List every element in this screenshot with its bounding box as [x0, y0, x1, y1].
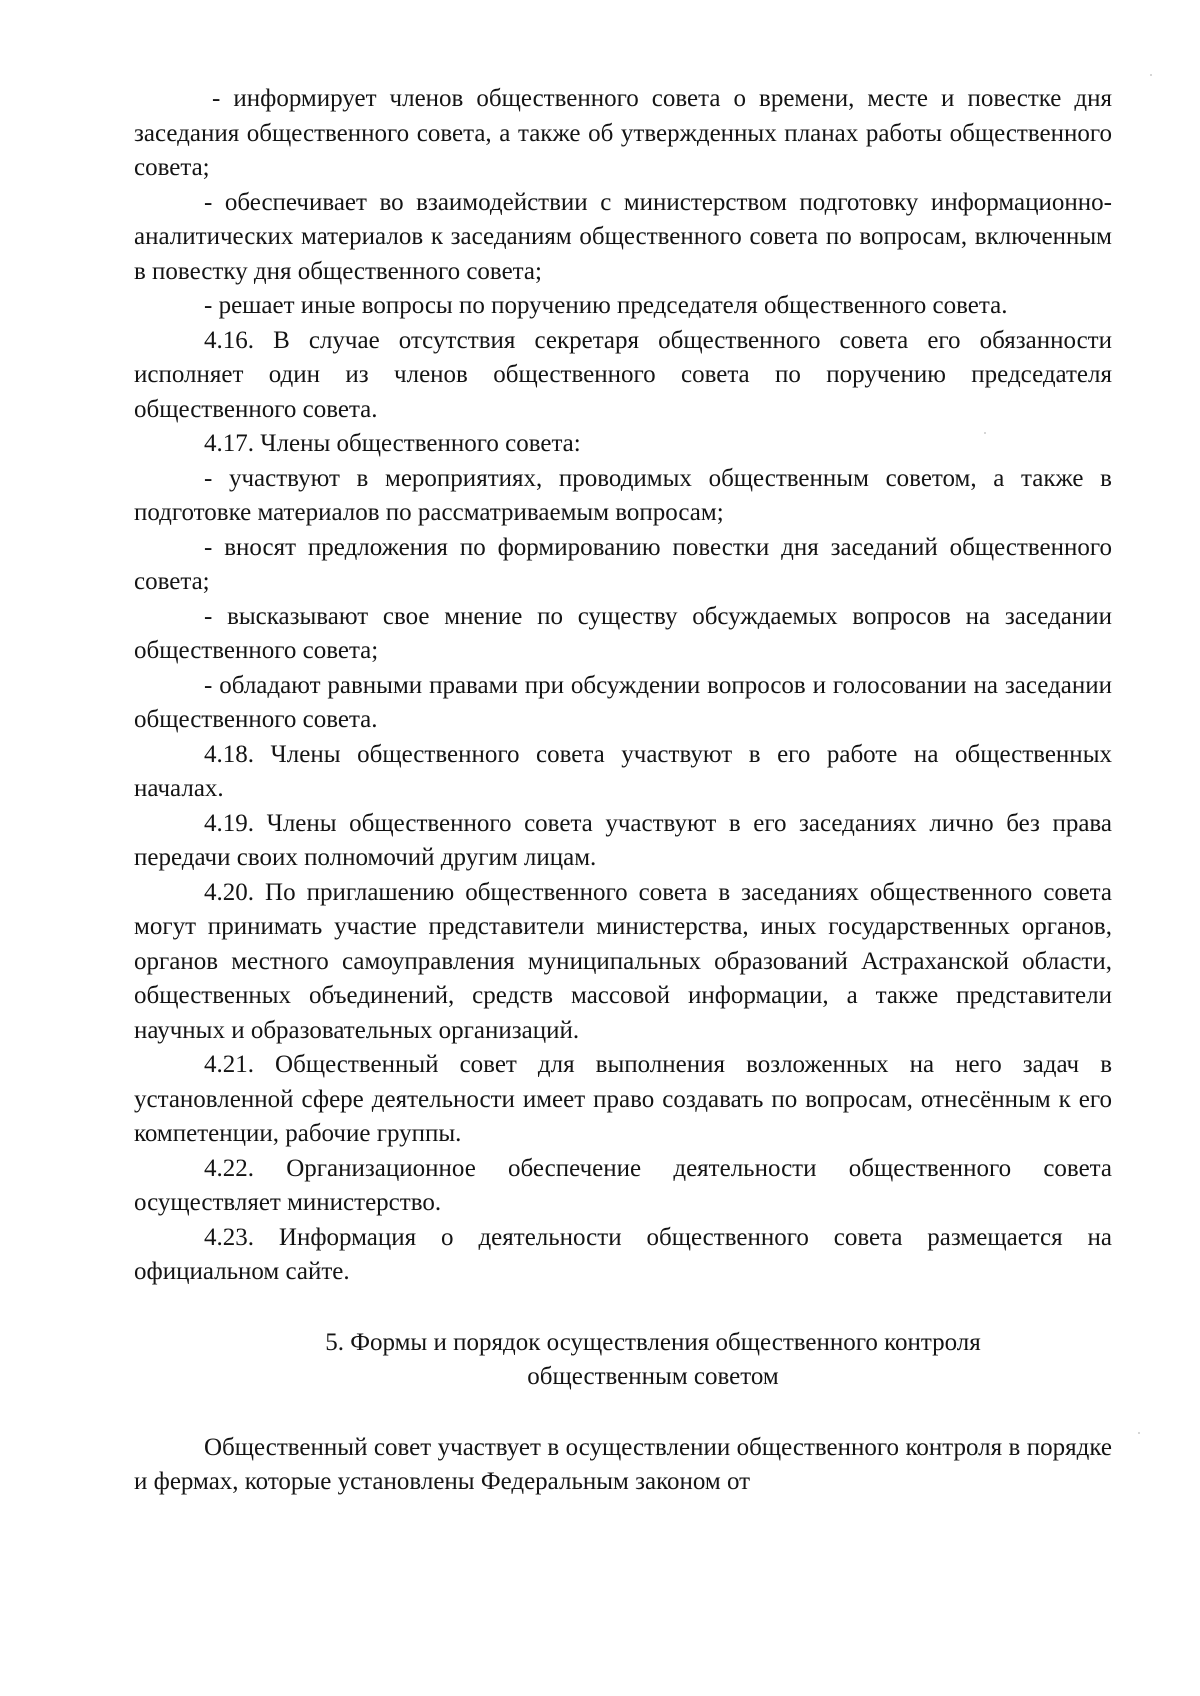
paragraph-members-rights: - обладают равными правами при обсуждении вопросов и голосовании на заседании общественного совета.	[134, 671, 1112, 733]
paragraph-4-21: 4.21. Общественный совет для выполнения возложенных на него задач в установленной сфере деятельности имеет право создавать по вопросам, отнесённым к его компетенции, рабочие группы.	[134, 1051, 1112, 1147]
paragraph-4-19: 4.19. Члены общественного совета участвуют в его заседаниях лично без права передачи своих полномочий другим лицам.	[134, 809, 1112, 871]
section-heading-line-1: 5. Формы и порядок осуществления общественного контроля	[325, 1328, 981, 1356]
paragraph-4-17: 4.17. Члены общественного совета:	[204, 430, 581, 457]
paragraph-4-20: 4.20. По приглашению общественного совета в заседаниях общественного совета могут принимать участие представители министерства, иных государственных органов, органов местного самоуправления муниципальных образований Астраханской области, общественных объединений, средств массовой информации, а также представители научных и образовательных организаций.	[134, 878, 1112, 1044]
paragraph-4-23: 4.23. Информация о деятельности общественного совета размещается на официальном сайте.	[134, 1223, 1112, 1285]
paragraph-secretary-informs: - информирует членов общественного совета о времени, месте и повестке дня заседания общественного совета, а также об утвержденных планах работы общественного совета;	[134, 85, 1112, 181]
paragraph-4-18: 4.18. Члены общественного совета участвуют в его работе на общественных началах.	[134, 740, 1112, 802]
scan-speck	[984, 432, 986, 434]
paragraph-section-5-intro: Общественный совет участвует в осуществлении общественного контроля в порядке и фермах, которые установлены Федеральным законом от	[134, 1433, 1112, 1495]
section-heading-line-2: общественным советом	[527, 1363, 779, 1390]
scan-speck	[1138, 1432, 1140, 1434]
paragraph-members-propose: - вносят предложения по формированию повестки дня заседаний общественного совета;	[134, 533, 1112, 595]
scan-speck	[1150, 74, 1152, 76]
paragraph-4-22: 4.22. Организационное обеспечение деятельности общественного совета осуществляет министерство.	[134, 1154, 1112, 1216]
paragraph-secretary-prepares: - обеспечивает во взаимодействии с министерством подготовку информационно-аналитических материалов к заседаниям общественного совета по вопросам, включенным в повестку дня общественного совета;	[134, 188, 1112, 285]
paragraph-4-16: 4.16. В случае отсутствия секретаря общественного совета его обязанности исполняет один из членов общественного совета по поручению председателя общественного совета.	[134, 326, 1112, 423]
paragraph-members-opinion: - высказывают свое мнение по существу обсуждаемых вопросов на заседании общественного совета;	[134, 602, 1112, 664]
document-page	[134, 82, 1112, 1500]
section-5-heading	[134, 1326, 1112, 1395]
paragraph-members-participate: - участвуют в мероприятиях, проводимых общественным советом, а также в подготовке материалов по рассматриваемым вопросам;	[134, 464, 1112, 526]
paragraph-secretary-other: - решает иные вопросы по поручению председателя общественного совета.	[204, 292, 1008, 319]
